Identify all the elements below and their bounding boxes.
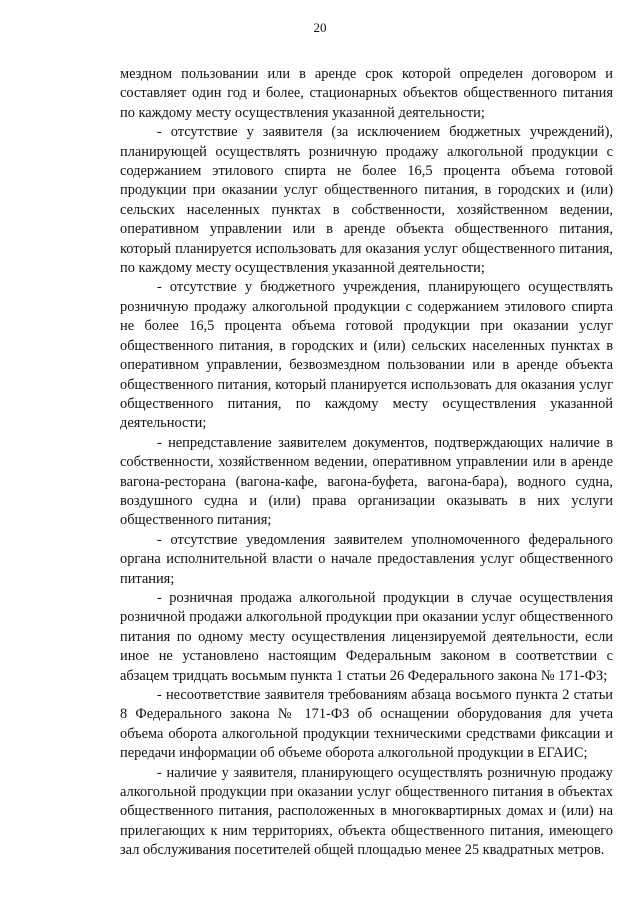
paragraph-continuation: мездном пользовании или в аренде срок которой определен договором и составляет один год и более, стационарных объектов общественного питания по каждому месту осуществления указанной деятельности; xyxy=(120,66,613,121)
paragraph: - розничная продажа алкогольной продукции в случае осуществления розничной продажи алкогольной продукции при оказании услуг общественного питания по одному месту осуществления лицензируемой деятельности, если иное не установлено настоящим Федеральным законом в соответствии с абзацем тридцать восьмым пункта 1 статьи 26 Федерального закона № 171-ФЗ; xyxy=(120,589,613,684)
paragraph: - непредставление заявителем документов, подтверждающих наличие в собственности, хозяйственном ведении, оперативном управлении или в аренде вагона-ресторана (вагона-кафе, вагона-буфета, вагона-бара), водного судна, воздушного судна и (или) права организации оказывать в них услуги общественного питания; xyxy=(120,434,613,529)
paragraph: - наличие у заявителя, планирующего осуществлять розничную продажу алкогольной продукции при оказании услуг общественного питания в объектах общественного питания, расположенных в многоквартирных домах и (или) на прилегающих к ним территориях, объекта общественного питания, имеющего зал обслуживания посетителей общей площадью менее 25 квадратных метров. xyxy=(120,764,613,859)
page-number: 20 xyxy=(313,20,327,35)
paragraph: - несоответствие заявителя требованиям абзаца восьмого пункта 2 статьи 8 Федерального закона № 171-ФЗ об оснащении оборудования для учета объема оборота алкогольной продукции техническими средствами фиксации и передачи информации об объеме оборота алкогольной продукции в ЕГАИС; xyxy=(120,687,613,762)
document-body xyxy=(120,65,613,861)
paragraph: - отсутствие у бюджетного учреждения, планирующего осуществлять розничную продажу алкогольной продукции с содержанием этилового спирта не более 16,5 процента объема готовой продукции при оказании услуг общественного питания, в городских и (или) сельских населенных пунктах в оперативном управлении, безвозмездном пользовании или в аренде объекта общественного питания, который планируется использовать для оказания услуг общественного питания, по каждому месту осуществления указанной деятельности; xyxy=(120,279,613,432)
paragraph: - отсутствие уведомления заявителем уполномоченного федерального органа исполнительной власти о начале предоставления услуг общественного питания; xyxy=(120,531,613,587)
paragraph: - отсутствие у заявителя (за исключением бюджетных учреждений), планирующей осуществлять розничную продажу алкогольной продукции с содержанием этилового спирта не более 16,5 процента объема готовой продукции при оказании услуг общественного питания, в городских и (или) сельских населенных пунктах в собственности, хозяйственном ведении, оперативном управлении или в аренде объекта общественного питания, который планируется использовать для оказания услуг общественного питания, по каждому месту осуществления указанной деятельности; xyxy=(120,124,613,277)
